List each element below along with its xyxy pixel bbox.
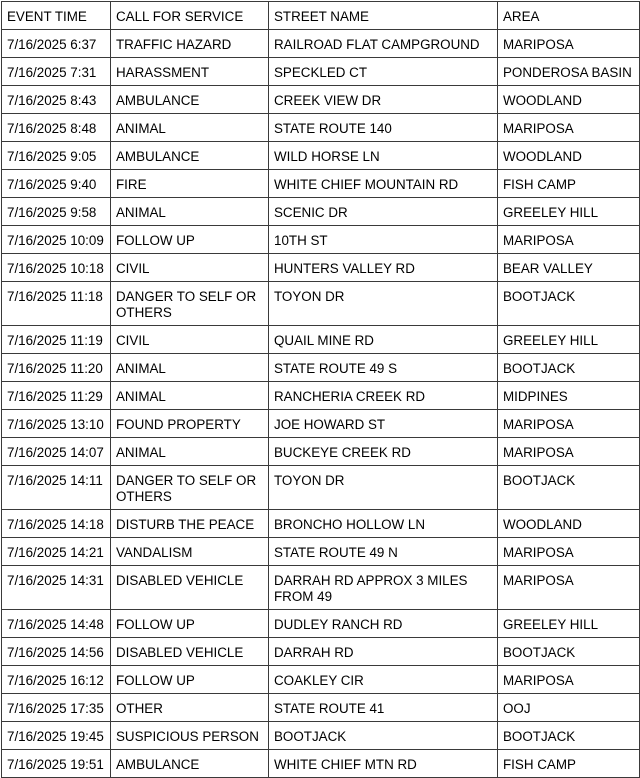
cell-area: MARIPOSA (498, 538, 640, 566)
header-street-name: STREET NAME (269, 2, 498, 30)
cell-event-time: 7/16/2025 11:18 (2, 282, 111, 326)
cell-street-name: STATE ROUTE 49 S (269, 354, 498, 382)
cell-call-for-service: DISTURB THE PEACE (111, 510, 269, 538)
cell-street-name: BUCKEYE CREEK RD (269, 438, 498, 466)
table-row (2, 410, 640, 438)
cell-event-time: 7/16/2025 14:48 (2, 610, 111, 638)
table-row (2, 466, 640, 510)
cell-area: MARIPOSA (498, 226, 640, 254)
cell-street-name: RAILROAD FLAT CAMPGROUND (269, 30, 498, 58)
cell-street-name: STATE ROUTE 140 (269, 114, 498, 142)
cell-event-time: 7/16/2025 10:18 (2, 254, 111, 282)
cell-call-for-service: CIVIL (111, 326, 269, 354)
cell-call-for-service: VANDALISM (111, 538, 269, 566)
cell-area: BOOTJACK (498, 282, 640, 326)
cell-call-for-service: SUSPICIOUS PERSON (111, 722, 269, 750)
cell-event-time: 7/16/2025 14:07 (2, 438, 111, 466)
cell-street-name: DUDLEY RANCH RD (269, 610, 498, 638)
table-row (2, 694, 640, 722)
cell-area: GREELEY HILL (498, 326, 640, 354)
cell-event-time: 7/16/2025 7:31 (2, 58, 111, 86)
cell-area: GREELEY HILL (498, 198, 640, 226)
table-row (2, 282, 640, 326)
cell-call-for-service: ANIMAL (111, 114, 269, 142)
cell-event-time: 7/16/2025 16:12 (2, 666, 111, 694)
cell-area: BOOTJACK (498, 354, 640, 382)
table-row (2, 566, 640, 610)
cell-call-for-service: DISABLED VEHICLE (111, 638, 269, 666)
table-row (2, 722, 640, 750)
cell-event-time: 7/16/2025 14:56 (2, 638, 111, 666)
table-row (2, 510, 640, 538)
cell-area: MARIPOSA (498, 114, 640, 142)
header-event-time: EVENT TIME (2, 2, 111, 30)
cell-street-name: DARRAH RD APPROX 3 MILES FROM 49 (269, 566, 498, 610)
cell-call-for-service: DISABLED VEHICLE (111, 566, 269, 610)
call-log-table (1, 1, 640, 778)
table-row (2, 354, 640, 382)
cell-event-time: 7/16/2025 11:20 (2, 354, 111, 382)
cell-call-for-service: DANGER TO SELF OR OTHERS (111, 466, 269, 510)
cell-event-time: 7/16/2025 9:40 (2, 170, 111, 198)
cell-area: MARIPOSA (498, 30, 640, 58)
cell-event-time: 7/16/2025 10:09 (2, 226, 111, 254)
cell-street-name: CREEK VIEW DR (269, 86, 498, 114)
cell-call-for-service: TRAFFIC HAZARD (111, 30, 269, 58)
cell-street-name: STATE ROUTE 49 N (269, 538, 498, 566)
cell-street-name: BOOTJACK (269, 722, 498, 750)
cell-event-time: 7/16/2025 9:58 (2, 198, 111, 226)
cell-street-name: SCENIC DR (269, 198, 498, 226)
cell-street-name: COAKLEY CIR (269, 666, 498, 694)
cell-call-for-service: ANIMAL (111, 438, 269, 466)
table-row (2, 254, 640, 282)
cell-event-time: 7/16/2025 8:43 (2, 86, 111, 114)
cell-event-time: 7/16/2025 11:19 (2, 326, 111, 354)
table-body (2, 30, 640, 778)
table-row (2, 382, 640, 410)
table-row (2, 30, 640, 58)
cell-area: BOOTJACK (498, 466, 640, 510)
cell-street-name: WHITE CHIEF MOUNTAIN RD (269, 170, 498, 198)
cell-street-name: TOYON DR (269, 466, 498, 510)
table-row (2, 438, 640, 466)
cell-area: OOJ (498, 694, 640, 722)
cell-area: MARIPOSA (498, 438, 640, 466)
table-row (2, 58, 640, 86)
cell-area: BEAR VALLEY (498, 254, 640, 282)
cell-street-name: DARRAH RD (269, 638, 498, 666)
cell-event-time: 7/16/2025 8:48 (2, 114, 111, 142)
cell-call-for-service: OTHER (111, 694, 269, 722)
cell-call-for-service: FIRE (111, 170, 269, 198)
cell-call-for-service: FOLLOW UP (111, 610, 269, 638)
cell-street-name: WILD HORSE LN (269, 142, 498, 170)
cell-event-time: 7/16/2025 19:51 (2, 750, 111, 778)
cell-street-name: BRONCHO HOLLOW LN (269, 510, 498, 538)
cell-event-time: 7/16/2025 14:21 (2, 538, 111, 566)
table-row (2, 142, 640, 170)
cell-call-for-service: HARASSMENT (111, 58, 269, 86)
cell-area: MARIPOSA (498, 566, 640, 610)
cell-call-for-service: ANIMAL (111, 382, 269, 410)
cell-call-for-service: FOLLOW UP (111, 226, 269, 254)
cell-area: WOODLAND (498, 86, 640, 114)
cell-street-name: QUAIL MINE RD (269, 326, 498, 354)
cell-call-for-service: CIVIL (111, 254, 269, 282)
cell-area: MARIPOSA (498, 410, 640, 438)
cell-area: MIDPINES (498, 382, 640, 410)
cell-area: WOODLAND (498, 142, 640, 170)
cell-call-for-service: AMBULANCE (111, 86, 269, 114)
table-row (2, 638, 640, 666)
cell-event-time: 7/16/2025 14:11 (2, 466, 111, 510)
header-call-for-service: CALL FOR SERVICE (111, 2, 269, 30)
cell-event-time: 7/16/2025 11:29 (2, 382, 111, 410)
table-row (2, 114, 640, 142)
table-row (2, 538, 640, 566)
cell-street-name: HUNTERS VALLEY RD (269, 254, 498, 282)
cell-street-name: STATE ROUTE 41 (269, 694, 498, 722)
cell-call-for-service: DANGER TO SELF OR OTHERS (111, 282, 269, 326)
cell-area: MARIPOSA (498, 666, 640, 694)
table-row (2, 750, 640, 778)
cell-area: FISH CAMP (498, 170, 640, 198)
table-row (2, 198, 640, 226)
cell-street-name: 10TH ST (269, 226, 498, 254)
cell-area: GREELEY HILL (498, 610, 640, 638)
table-row (2, 170, 640, 198)
header-row (2, 2, 640, 30)
cell-area: BOOTJACK (498, 722, 640, 750)
cell-event-time: 7/16/2025 9:05 (2, 142, 111, 170)
cell-area: WOODLAND (498, 510, 640, 538)
cell-street-name: RANCHERIA CREEK RD (269, 382, 498, 410)
table-row (2, 226, 640, 254)
cell-street-name: JOE HOWARD ST (269, 410, 498, 438)
cell-call-for-service: ANIMAL (111, 354, 269, 382)
cell-call-for-service: FOUND PROPERTY (111, 410, 269, 438)
cell-street-name: TOYON DR (269, 282, 498, 326)
cell-event-time: 7/16/2025 13:10 (2, 410, 111, 438)
cell-area: PONDEROSA BASIN (498, 58, 640, 86)
cell-call-for-service: AMBULANCE (111, 142, 269, 170)
table-row (2, 610, 640, 638)
cell-street-name: WHITE CHIEF MTN RD (269, 750, 498, 778)
cell-event-time: 7/16/2025 6:37 (2, 30, 111, 58)
cell-street-name: SPECKLED CT (269, 58, 498, 86)
cell-area: FISH CAMP (498, 750, 640, 778)
table-row (2, 666, 640, 694)
header-area: AREA (498, 2, 640, 30)
cell-call-for-service: ANIMAL (111, 198, 269, 226)
cell-event-time: 7/16/2025 14:31 (2, 566, 111, 610)
cell-call-for-service: AMBULANCE (111, 750, 269, 778)
cell-event-time: 7/16/2025 17:35 (2, 694, 111, 722)
cell-area: BOOTJACK (498, 638, 640, 666)
cell-call-for-service: FOLLOW UP (111, 666, 269, 694)
cell-event-time: 7/16/2025 14:18 (2, 510, 111, 538)
cell-event-time: 7/16/2025 19:45 (2, 722, 111, 750)
table-row (2, 86, 640, 114)
table-row (2, 326, 640, 354)
